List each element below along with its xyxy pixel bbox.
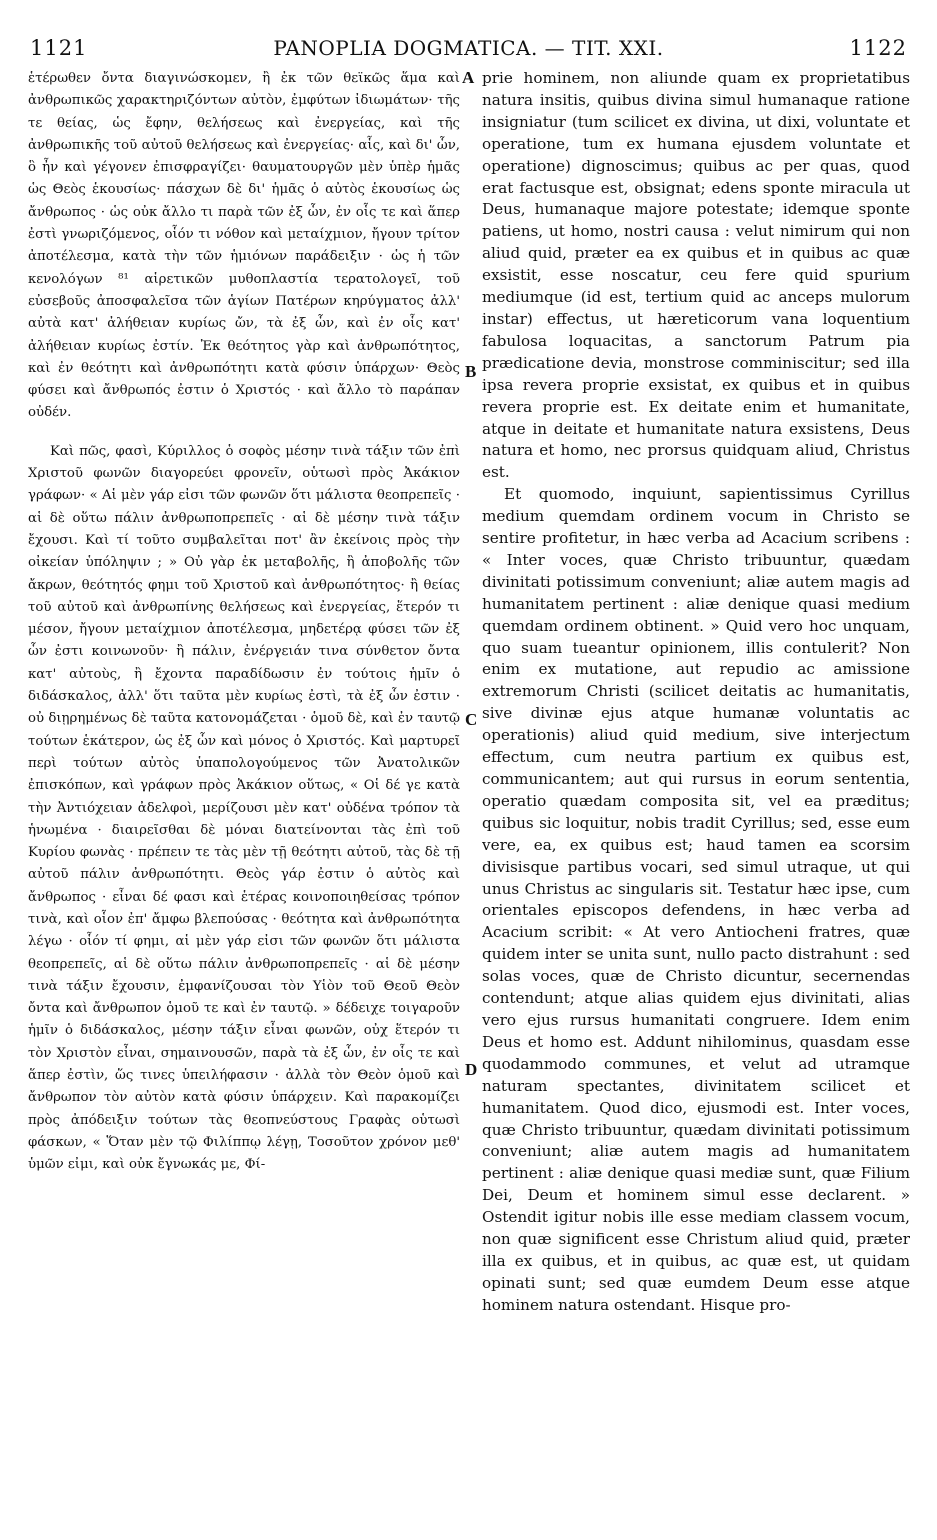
greek-paragraph: Καὶ πῶς, φασὶ, Κύριλλος ὁ σοφὸς μέσην τινὰ τάξιν τῶν ἐπὶ Χριστοῦ φωνῶν διαγορεύει φρονεῖν, οὑτωσὶ πρὸς Ἀκάκιον γράφων· « Αἱ μὲν γάρ εἰσι τῶν φωνῶν ὅτι μάλιστα θεοπρεπεῖς · αἱ δὲ οὕτω πάλιν ἀνθρωποπρεπεῖς · αἱ δὲ μέσην τινὰ τάξιν ἔχουσι. Καὶ τί τοῦτο συμβαλεῖται ποτ' ἂν ἐκείνοις πρὸς τὴν οἰκείαν ὑπόληψιν ; » Οὐ γὰρ ἐκ μεταβολῆς, ἢ ἀποβολῆς τῶν ἄκρων, θεότητός φημι τοῦ Χριστοῦ καὶ ἀνθρωπότητος· ἢ θείας τοῦ αὐτοῦ καὶ ἀνθρωπίνης θελήσεως καὶ ἐνεργείας, ἕτερόν τι μέσον, ἤγουν μεταίχμιον ἀποτέλεσμα, μηδετέρᾳ φύσει τῶν ἐξ ὧν ἐστι κοινωνοῦν· ἢ πάλιν, ἐνέργειάν τινα σύνθετον ὄντα κατ' αὐτοὺς, ἢ ἔχοντα παραδίδωσιν ἐν τούτοις ἡμῖν ὁ διδάσκαλος, ἀλλ' ὅτι ταῦτα μὲν κυρίως ἐστὶ, τὰ ἐξ ὧν ἐστιν · οὐ διῃρημένως δὲ ταῦτα κατονομάζεται · ὁμοῦ δὲ, καὶ ἐν ταυτῷ τούτων ἑκάτερον, ὡς ἐξ ὧν καὶ μόνος ὁ Χριστός. Καὶ μαρτυρεῖ περὶ τούτων αὐτὸς ὑπαπολογούμενος τῶν Ἀνατολικῶν ἐπισκόπων, καὶ γράφων πρὸς Ἀκάκιον οὕτως, « Οἱ δέ γε κατὰ τὴν Ἀντιόχειαν ἀδελφοὶ, μερίζουσι μὲν κατ' οὐδένα τρόπον τὰ ἡνωμένα · διαιρεῖσθαι δὲ μόναι διατείνονται τὰς ἐπὶ τοῦ Κυρίου φωνὰς · πρέπειν τε τὰς μὲν τῇ θεότητι αὐτοῦ, τὰς δὲ τῇ αὐτοῦ πάλιν ἀνθρωπότητι. Θεὸς γάρ ἐστιν ὁ αὐτὸς καὶ ἄνθρωπος · εἶναι δέ φασι καὶ ἑτέρας κοινοποιηθείσας τρόπον τινὰ, καὶ οἷον ἐπ' ἄμφω βλεπούσας · θεότητα καὶ ἀνθρωπότητα λέγω · οἷόν τί φημι, αἱ μὲν γάρ εἰσι τῶν φωνῶν ὅτι μάλιστα θεοπρεπεῖς, αἱ δὲ οὕτω πάλιν ἀνθρωποπρεπεῖς · αἱ δὲ μέσην τινὰ τάξιν ἔχουσιν, ἐμφανίζουσαι τὸν Υἱὸν τοῦ Θεοῦ Θεὸν ὄντα καὶ ἄνθρωπον ὁμοῦ τε καὶ ἐν ταυτῷ. » δέδειχε τοιγαροῦν ἡμῖν ὁ διδάσκαλος, μέσην τάξιν εἶναι φωνῶν, οὐχ ἕτερόν τι τὸν Χριστὸν εἶναι, σημαινουσῶν, παρὰ τὰ ἐξ ὧν, ἐν οἷς τε καὶ ἅπερ ἐστὶν, ὥς τινες ὑπειλήφασιν · ἀλλὰ τὸν Θεὸν ὁμοῦ καὶ ἄνθρωπον τὸν αὐτὸν κατὰ φύσιν ὑπάρχειν. Καὶ παρακομίζει πρὸς ἀπόδειξιν τούτων τὰς θεοπνεύστους Γραφὰς οὑτωσὶ φάσκων, « Ὅταν μὲν τῷ Φιλίππῳ λέγῃ, Τοσοῦτον χρόνον μεθ' ὑμῶν εἰμι, καὶ οὐκ ἔγνωκάς με, Φί-	[28, 443, 460, 1173]
margin-marker-c: C	[465, 710, 478, 729]
page-header	[30, 30, 907, 66]
greek-paragraph: ἑτέρωθεν ὄντα διαγινώσκομεν, ἢ ἐκ τῶν θεϊκῶς ἅμα καὶ ἀνθρωπικῶς χαρακτηριζόντων αὐτὸν, ἐμφύτων ἰδιωμάτων· τῆς τε θείας, ὡς ἔφην, θελήσεως καὶ ἐνεργείας, καὶ τῆς ἀνθρωπικῆς τοῦ αὐτοῦ θελήσεως καὶ ἐνεργείας· αἷς, καὶ δι' ὧν, ὃ ἦν καὶ γέγονεν ἐπισφραγίζει· θαυματουργῶν μὲν ὑπὲρ ἡμᾶς ὡς Θεὸς ἑκουσίως· πάσχων δὲ δι' ἡμᾶς ὁ αὐτὸς ἑκουσίως ὡς ἄνθρωπος · ὡς οὐκ ἄλλο τι παρὰ τῶν ἐξ ὧν, ἐν οἷς τε καὶ ἅπερ ἐστὶ γνωριζόμενος, οἷόν τι νόθον καὶ μεταίχμιον, ἤγουν τρίτον ἀποτέλεσμα, κατὰ τὴν τῶν ἡμιόνων παράδειξιν · ὡς ἡ τῶν κενολόγων ⁸¹ αἱρετικῶν μυθοπλαστία τερατολογεῖ, τοῦ εὐσεβοῦς ἀποσφαλεῖσα τῶν ἁγίων Πατέρων κηρύγματος ἀλλ' αὐτὰ κατ' ἀλήθειαν κυρίως ὤν, τὰ ἐξ ὧν, καὶ ἐν οἷς κατ' ἀλήθειαν κυρίως ἐστίν. Ἐκ θεότητος γὰρ καὶ ἀνθρωπότητος, καὶ ἐν θεότητι καὶ ἀνθρωπότητι κατὰ φύσιν ὑπάρχων· Θεὸς φύσει καὶ ἄνθρωπός ἐστιν ὁ Χριστός · καὶ ἄλλο τὸ παράπαν οὐδέν.	[28, 71, 460, 421]
latin-paragraph: Et quomodo, inquiunt, sapientissimus Cyrillus medium quemdam ordinem vocum in Christo se sentire profitetur, in hæc verba ad Acacium scribens : « Inter voces, quæ Christo tribuuntur, quædam divinitati potissimum conveniunt; aliæ autem magis ad humanitatem pertinent : aliæ denique quasi medium quemdam ordinem obtinent. » Quid vero hoc unquam, quo suam tueantur opinionem, illis contulerit? Non enim ex mutatione, aut repudio ac amissione extremorum Christi (scilicet deitatis ac humanitatis, sive divinæ ejus atque humanæ voluntatis ac operationis) aliud quid medium, sive interjectum effectum, cum neutra partium ex quibus est, communicantem; aut qui rursus in eorum sententia, operatio quædam composita sit, vel ea præditus; quibus sic loquitur, nobis tradit Cyrillus; sed, esse eum vere, ea, ex quibus est; haud tamen ea scorsim divisisque partibus vocari, sed simul utraque, ut qui unus Christus ac singularis sit. Testatur hæc ipse, cum orientales episcopos defendens, in hæc verba ad Acacium scribit: « At vero Antiocheni fratres, quæ quidem inter se unita sunt, nullo pacto distrahunt : sed solas voces, quæ de Christo dicuntur, secernendas contendunt; atque alias quidem ejus divinitati, alias vero ejus rursus humanitati congruere. Idem enim Deus et homo est. Addunt nihilominus, quasdam esse quodammodo communes, et velut ad utramque naturam spectantes, divinitatem scilicet et humanitatem. Quod dico, ejusmodi est. Inter voces, quæ Christo tribuuntur, quædam divinitati potissimum conveniunt; aliæ autem magis ad humanitatem pertinent : aliæ denique quasi mediæ sunt, quæ Filium Dei, Deum et hominem simul esse declarent. » Ostendit igitur nobis ille esse mediam classem vocum, non quæ significent esse Christum aliud quid, præter illa ex quibus, et in quibus, ac quæ est, ut quidam opinati sunt; sed quæ eumdem Deum esse atque hominem natura ostendant. Hisque pro-	[482, 485, 910, 1314]
running-title: PANOPLIA DOGMATICA. — TIT. XXI.	[273, 36, 664, 60]
margin-marker-a: A	[462, 68, 475, 87]
right-page-number: 1122	[849, 36, 907, 60]
latin-paragraph: prie hominem, non aliunde quam ex proprietatibus natura insitis, quibus divina simul humanaque ratione insigniatur (tum scilicet ex divina, ut dixi, voluntate et operatione, tum ex humana ejusdem voluntate et operatione) dignoscimus; quibus ac per quas, quod erat factusque est, obsignat; edens sponte miracula ut Deus, humanaque majore potestate; idemque sponte patiens, ut homo, nostri causa : velut nimirum qui non aliud quid, præter ea ex quibus et in quibus ac quæ exsistit, esse noscatur, ceu fere quid spurium mediumque (id est, tertium quid ac anceps mulorum instar) effectus, ut hæreticorum vana loquentium fabulosa loquacitas, a sanctorum Patrum pia prædicatione devia, monstrose comminiscitur; sed illa ipsa revera proprie exsistat, ex quibus et in quibus revera proprie est. Ex deitate enim et humanitate, atque in deitate et humanitate natura exsistens, Deus natura et homo, nec prorsus quidquam aliud, Christus est.	[482, 69, 910, 482]
latin-column	[482, 68, 910, 1528]
margin-marker-b: B	[465, 362, 477, 381]
left-page-number: 1121	[30, 36, 88, 60]
greek-column	[28, 68, 460, 1528]
margin-marker-d: D	[465, 1060, 478, 1079]
